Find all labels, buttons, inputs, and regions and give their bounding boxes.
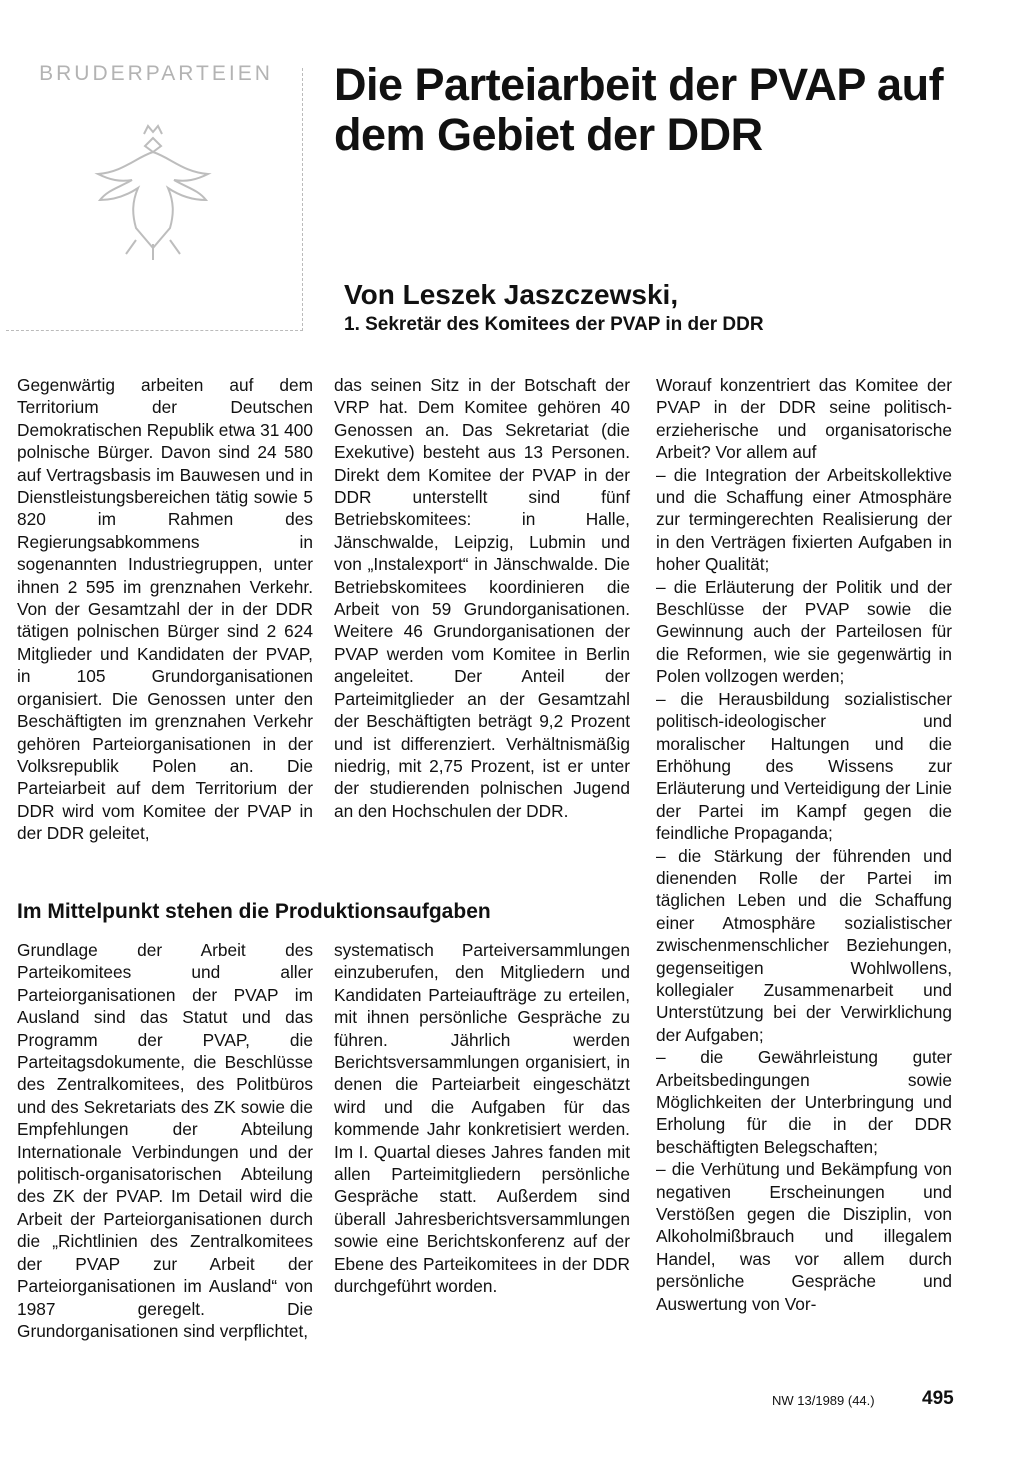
list-item: – die Herausbildung sozialistischer politisch-ideologischer und moralischer Haltungen und die Erhöhung des Wissens zur Erläuterung und Verteidigung der Linie der Partei im Kampf gegen die feindliche Propaganda; <box>656 688 952 844</box>
paragraph: das seinen Sitz in der Botschaft der VRP hat. Dem Komitee gehören 40 Genossen an. Das Sekretariat (die Exekutive) besteht aus 13 Personen. Direkt dem Komitee der PVAP in der DDR unterstellt sind fünf Betriebskomitees: in Halle, Jänschwalde, Leipzig, Lubmin und von „Instalexport“ in Jänschwalde. Die Betriebskomitees koordinieren die Arbeit von 59 Grundorganisationen. Weitere 46 Grundorganisationen der PVAP werden vom Komitee in Berlin angeleitet. Der Anteil der Parteimitglieder an der Gesamtzahl der Beschäftigten beträgt 9,2 Prozent und ist differenziert. Verhältnismäßig niedrig, mit 2,75 Prozent, ist er unter der studierenden polnischen Jugend an den Hochschulen der DDR. <box>334 375 630 821</box>
column-1-bottom <box>17 939 313 1342</box>
article-headline: Die Parteiarbeit der PVAP auf dem Gebiet der DDR <box>334 59 944 160</box>
paragraph: systematisch Parteiversammlungen einzuberufen, den Mitgliedern und Kandidaten Parteiaufträge zu erteilen, mit ihnen persönliche Gespräche zu führen. Jährlich werden Berichtsversammlungen organisiert, in denen die Parteiarbeit eingeschätzt wird und die Aufgaben für das kommende Jahr konkretisiert werden. Im I. Quartal dieses Jahres fanden mit allen Parteimitgliedern persönliche Gespräche statt. Außerdem sind überall Jahresberichtsversammlungen sowie eine Berichtskonferenz auf der Ebene des Parteikomitees in der DDR durchgeführt worden. <box>334 940 630 1297</box>
column-1-top <box>17 374 313 845</box>
author-name: Von Leszek Jaszczewski, <box>344 279 679 310</box>
list-item: – die Integration der Arbeitskollektive und die Schaffung einer Atmosphäre zur termingerechten Realisierung der in den Verträgen fixierten Aufgaben in hoher Qualität; <box>656 464 952 575</box>
list-item: – die Gewährleistung guter Arbeitsbedingungen sowie Möglichkeiten der Unterbringung und Erholung für die in der DDR beschäftigten Belegschaften; <box>656 1047 952 1157</box>
paragraph: Gegenwärtig arbeiten auf dem Territorium der Deutschen Demokratischen Republik etwa 31 400 polnische Bürger. Davon sind 24 580 auf Vertragsbasis im Bauwesen und in Dienstleistungsbereichen tätig sowie 5 820 im Rahmen des Regierungsabkommens in sogenannten Industriegruppen, unter ihnen 2 595 im grenznahen Verkehr. Von der Gesamtzahl der in der DDR tätigen polnischen Bürger sind 2 624 Mitglieder und Kandidaten der PVAP, in 105 Grundorganisationen organisiert. Die Genossen unter den Beschäftigten im grenznahen Verkehr gehören Parteiorganisationen in der Volksrepublik Polen an. Die Parteiarbeit auf dem Territorium der DDR wird vom Komitee der PVAP in der DDR geleitet, <box>17 375 313 844</box>
column-3 <box>656 374 952 1315</box>
section-rubric: BRUDERPARTEIEN <box>39 62 273 85</box>
page-number: 495 <box>922 1388 954 1409</box>
author-role: 1. Sekretär des Komitees der PVAP in der DDR <box>344 314 764 335</box>
list-item: – die Stärkung der führenden und dienenden Rolle der Partei im täglichen Leben und die Schaffung einer Atmosphäre sozialistischer zwischenmenschlicher Beziehungen, gegenseitigen Wohlwollens, kollegialer Zusammenarbeit und Unterstützung bei der Verwirklichung der Aufgaben; <box>656 845 952 1045</box>
column-2-top <box>334 374 630 822</box>
section-subheading: Im Mittelpunkt stehen die Produktionsaufgaben <box>17 900 491 923</box>
paragraph: Grundlage der Arbeit des Parteikomitees und aller Parteiorganisationen der PVAP im Ausland sind das Statut und das Programm der PVAP, die Parteitagsdokumente, die Beschlüsse des Zentralkomitees, des Politbüros und des Sekretariats des ZK sowie die Empfehlungen der Abteilung Internationale Verbindungen und der politisch-organisatorischen Abteilung des ZK der PVAP. Im Detail wird die Arbeit der Parteiorganisationen durch die „Richtlinien des Zentralkomitees der PVAP zur Arbeit der Parteiorganisationen im Ausland“ von 1987 geregelt. Die Grundorganisationen sind verpflichtet, <box>17 940 313 1341</box>
paragraph: Worauf konzentriert das Komitee der PVAP in der DDR seine politisch-erzieherische und organisatorische Arbeit? Vor allem auf <box>656 375 952 463</box>
issue-reference: NW 13/1989 (44.) <box>772 1393 875 1408</box>
list-item: – die Verhütung und Bekämpfung von negativen Erscheinungen und Verstößen gegen die Disziplin, von Alkoholmißbrauch und illegalem Handel, was vor allem durch persönliche Gespräche und Auswertung von Vor- <box>656 1159 952 1314</box>
list-item: – die Erläuterung der Politik und der Beschlüsse der PVAP sowie die Gewinnung auch der Parteilosen für die Reformen, wie sie gegenwärtig in Polen vollzogen werden; <box>656 576 952 687</box>
eagle-emblem-icon <box>88 118 218 268</box>
column-2-bottom <box>334 939 630 1298</box>
